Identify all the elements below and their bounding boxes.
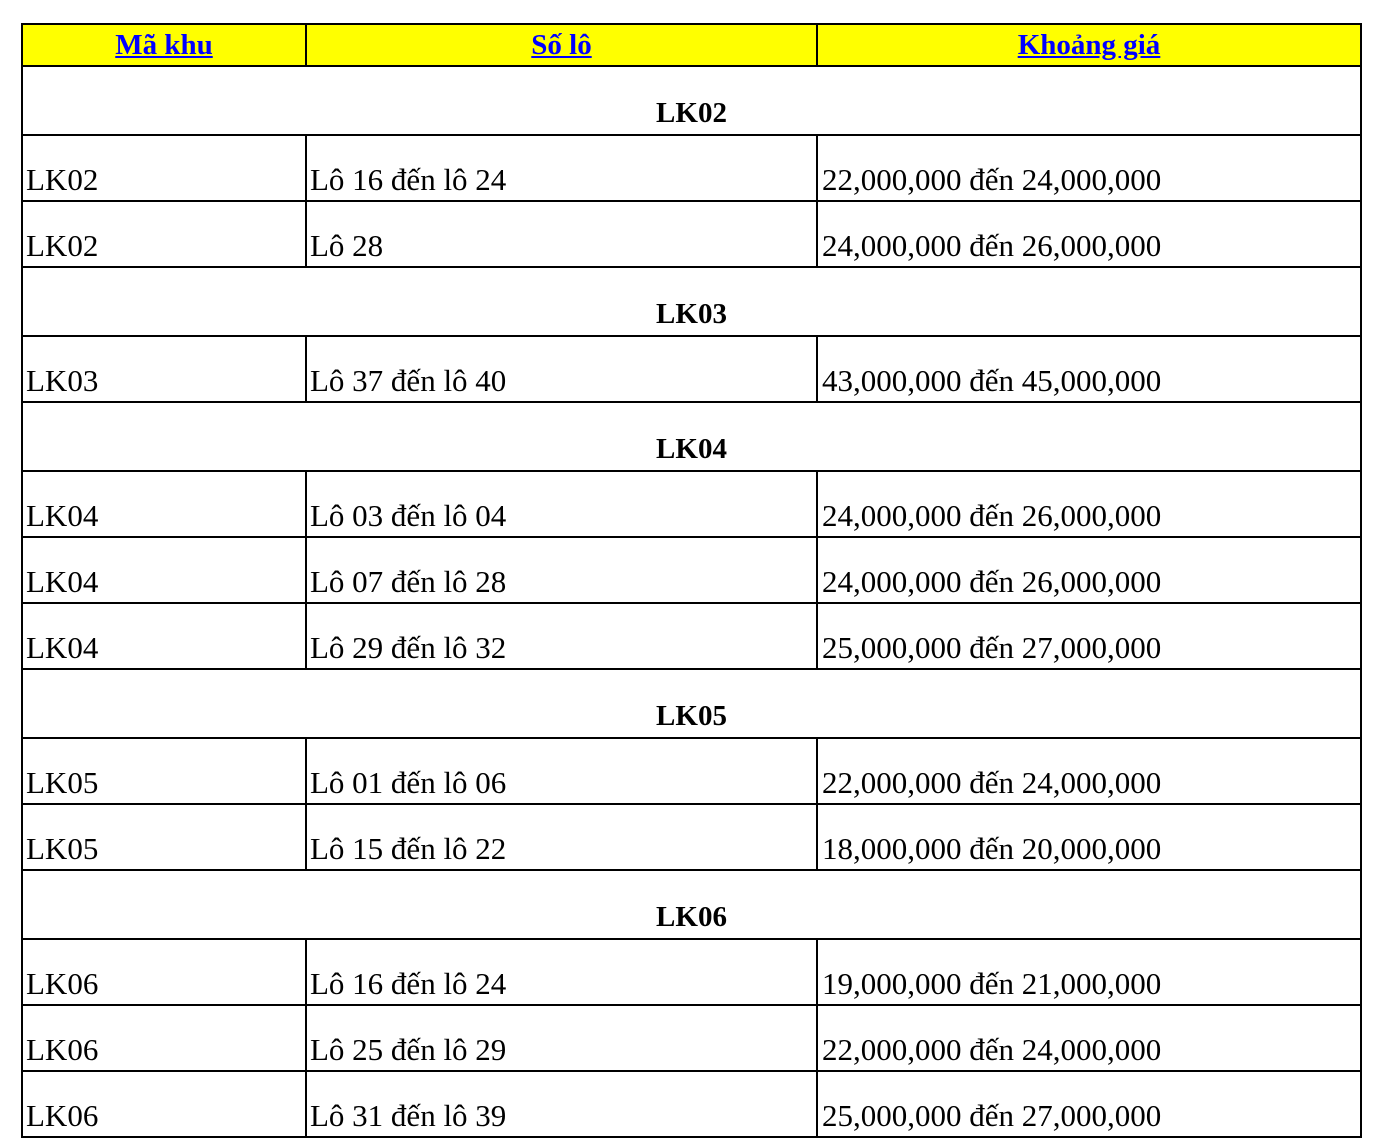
group-header-row	[22, 669, 1361, 738]
group-header-row	[22, 870, 1361, 939]
price-range-cell: 24,000,000 đến 26,000,000	[817, 537, 1361, 603]
lot-range-cell: Lô 28	[306, 201, 817, 267]
table-row	[22, 738, 1361, 804]
area-code-cell: LK06	[22, 1071, 306, 1137]
lot-range-cell: Lô 29 đến lô 32	[306, 603, 817, 669]
price-range-cell: 24,000,000 đến 26,000,000	[817, 471, 1361, 537]
lot-range-cell: Lô 01 đến lô 06	[306, 738, 817, 804]
table-row	[22, 1005, 1361, 1071]
header-price-range: Khoảng giá	[817, 24, 1361, 66]
table-header	[22, 24, 1361, 66]
table-row	[22, 471, 1361, 537]
group-title: LK06	[22, 870, 1361, 939]
area-code-cell: LK02	[22, 135, 306, 201]
table-row	[22, 336, 1361, 402]
lot-range-cell: Lô 16 đến lô 24	[306, 939, 817, 1005]
area-code-cell: LK05	[22, 804, 306, 870]
table-row	[22, 939, 1361, 1005]
group-header-row	[22, 66, 1361, 135]
area-code-cell: LK06	[22, 1005, 306, 1071]
header-row	[22, 24, 1361, 66]
group-title: LK04	[22, 402, 1361, 471]
area-code-cell: LK05	[22, 738, 306, 804]
price-range-cell: 24,000,000 đến 26,000,000	[817, 201, 1361, 267]
area-code-cell: LK03	[22, 336, 306, 402]
area-code-cell: LK04	[22, 471, 306, 537]
area-code-cell: LK06	[22, 939, 306, 1005]
price-table	[21, 23, 1362, 1138]
header-area-code: Mã khu	[22, 24, 306, 66]
price-range-cell: 25,000,000 đến 27,000,000	[817, 603, 1361, 669]
group-header-row	[22, 267, 1361, 336]
lot-range-cell: Lô 37 đến lô 40	[306, 336, 817, 402]
area-code-cell: LK04	[22, 537, 306, 603]
price-range-cell: 25,000,000 đến 27,000,000	[817, 1071, 1361, 1137]
group-title: LK02	[22, 66, 1361, 135]
lot-range-cell: Lô 31 đến lô 39	[306, 1071, 817, 1137]
lot-range-cell: Lô 03 đến lô 04	[306, 471, 817, 537]
group-header-row	[22, 402, 1361, 471]
group-title: LK03	[22, 267, 1361, 336]
lot-range-cell: Lô 15 đến lô 22	[306, 804, 817, 870]
price-range-cell: 18,000,000 đến 20,000,000	[817, 804, 1361, 870]
price-range-cell: 19,000,000 đến 21,000,000	[817, 939, 1361, 1005]
price-range-cell: 22,000,000 đến 24,000,000	[817, 135, 1361, 201]
lot-range-cell: Lô 25 đến lô 29	[306, 1005, 817, 1071]
group-title: LK05	[22, 669, 1361, 738]
price-range-cell: 22,000,000 đến 24,000,000	[817, 738, 1361, 804]
lot-range-cell: Lô 07 đến lô 28	[306, 537, 817, 603]
price-range-cell: 43,000,000 đến 45,000,000	[817, 336, 1361, 402]
header-lot-number: Số lô	[306, 24, 817, 66]
table-body	[22, 66, 1361, 1137]
price-range-cell: 22,000,000 đến 24,000,000	[817, 1005, 1361, 1071]
table-row	[22, 603, 1361, 669]
area-code-cell: LK02	[22, 201, 306, 267]
table-row	[22, 135, 1361, 201]
table-row	[22, 201, 1361, 267]
table-row	[22, 804, 1361, 870]
area-code-cell: LK04	[22, 603, 306, 669]
lot-range-cell: Lô 16 đến lô 24	[306, 135, 817, 201]
table-row	[22, 537, 1361, 603]
table-row	[22, 1071, 1361, 1137]
